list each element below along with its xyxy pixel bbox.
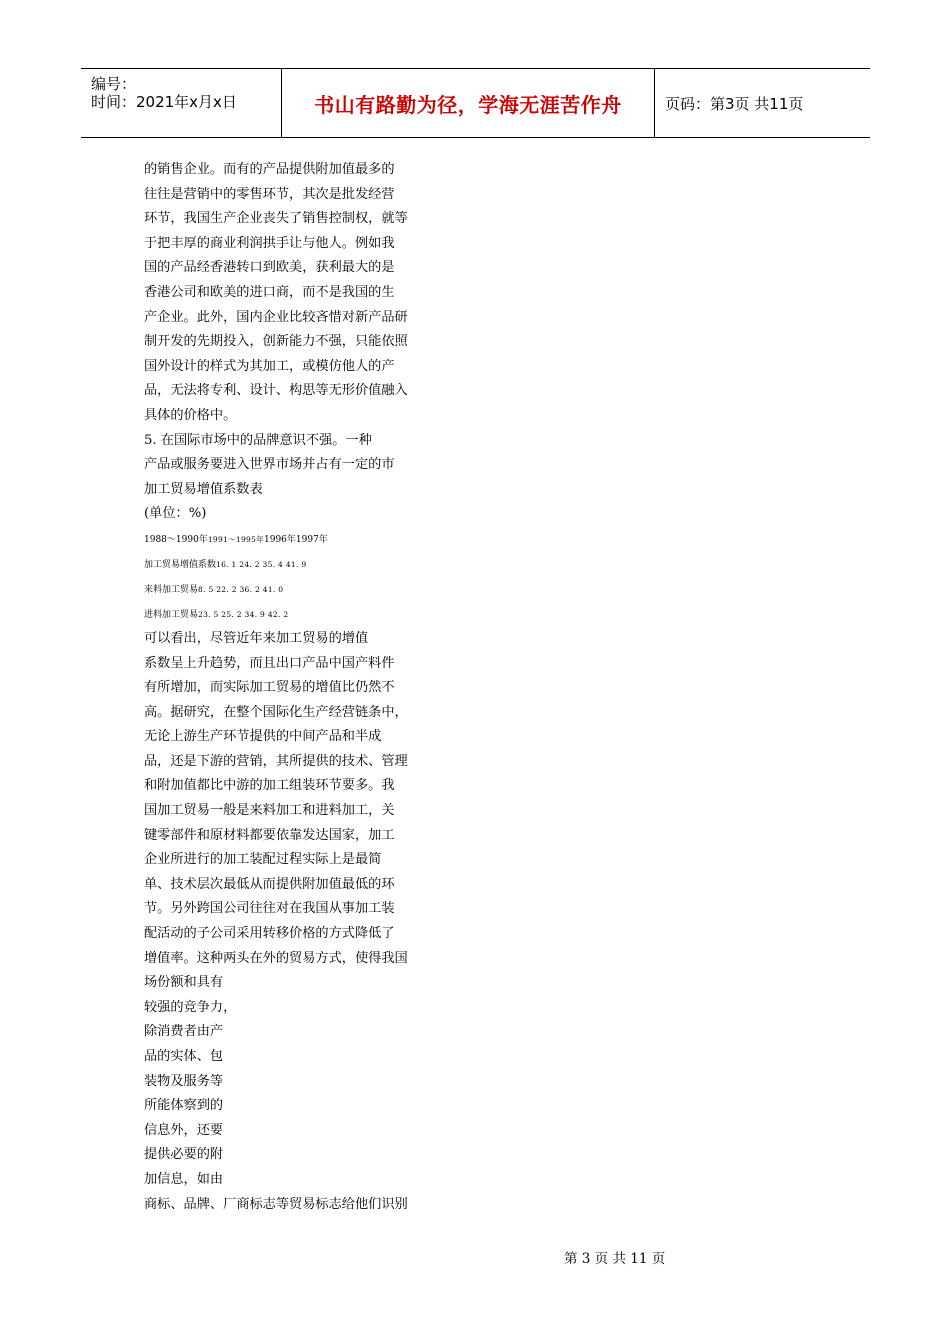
text-line: 具体的价格中。 [144,407,237,423]
time-label: 时间：2021年x月x日 [91,93,237,111]
table-row-values: 16. 1 24. 2 35. 4 41. 9 [216,559,307,569]
text-line: 于把丰厚的商业利润拱手让与他人。例如我 [144,235,395,251]
text-line: 较强的竞争力， [144,999,237,1015]
table-row-values: 8. 5 22. 2 36. 2 41. 0 [198,584,284,594]
number-label: 编号： [91,75,137,93]
section-heading: 5. 在国际市场中的品牌意识不强。一种 [144,432,372,448]
document-header [81,68,870,138]
text-line: 往往是营销中的零售环节，其次是批发经营 [144,186,395,202]
text-line: 提供必要的附 [144,1147,224,1163]
text-line: 场份额和具有 [144,975,224,991]
table-row [144,602,444,627]
header-motto-cell [282,69,655,137]
text-line: 和附加值都比中游的加工组装环节要多。我 [144,778,395,794]
text-line: 配活动的子公司采用转移价格的方式降低了 [144,926,395,942]
table-header-cell: 1991～1995年 [207,534,264,544]
header-meta-cell [81,69,282,137]
text-line: 装物及服务等 [144,1073,224,1089]
text-line: 加信息，如由 [144,1171,224,1187]
table-unit: (单位：%) [144,506,207,522]
motto-text: 书山有路勤为径，学海无涯苦作舟 [314,92,622,117]
text-line: 信息外，还要 [144,1122,224,1138]
table-row-label: 来料加工贸易 [144,584,199,595]
text-line: 环节，我国生产企业丧失了销售控制权，就等 [144,211,408,227]
text-line: 所能体察到的 [144,1098,224,1114]
text-line: 无论上游生产环节提供的中间产品和半成 [144,729,382,745]
text-line: 键零部件和原材料都要依靠发达国家，加工 [144,827,395,843]
table-row [144,552,444,577]
text-line: 可以看出，尽管近年来加工贸易的增值 [144,630,369,646]
text-line: 商标、品牌、厂商标志等贸易标志给他们识别 [144,1196,408,1212]
table-title: 加工贸易增值系数表 [144,481,263,497]
text-line: 高。据研究，在整个国际化生产经营链条中， [144,704,408,720]
text-line: 制开发的先期投入，创新能力不强，只能依照 [144,334,408,350]
text-line: 国加工贸易一般是来料加工和进料加工，关 [144,803,395,819]
table-row-label: 进料加工贸易 [144,609,199,620]
text-line: 节。另外跨国公司往往对在我国从事加工装 [144,901,395,917]
text-line: 品，还是下游的营销，其所提供的技术、管理 [144,753,408,769]
text-line: 国的产品经香港转口到欧美，获利最大的是 [144,260,395,276]
text-line: 除消费者由产 [144,1024,224,1040]
document-body [144,158,444,1217]
text-line: 有所增加，而实际加工贸易的增值比仍然不 [144,680,395,696]
text-line: 增值率。这种两头在外的贸易方式，使得我国 [144,950,408,966]
table-header-cell: 1996年1997年 [264,534,328,545]
table-row [144,577,444,602]
header-page-cell [655,69,870,137]
table-row-label: 加工贸易增值系数 [144,559,217,570]
text-line: 国外设计的样式为其加工，或模仿他人的产 [144,358,395,374]
text-line: 产品或服务要进入世界市场并占有一定的市 [144,457,395,473]
table-header-cell: 1988～1990年 [144,534,208,545]
text-line: 产企业。此外，国内企业比较吝惜对新产品研 [144,309,408,325]
text-line: 品，无法将专利、设计、构思等无形价值融入 [144,383,408,399]
text-line: 企业所进行的加工装配过程实际上是最简 [144,852,382,868]
text-line: 香港公司和欧美的进口商，而不是我国的生 [144,284,395,300]
page-footer: 第 3 页 共 11 页 [564,1251,666,1267]
text-line: 单、技术层次最低从而提供附加值最低的环 [144,876,395,892]
table-row-values: 23. 5 25. 2 34. 9 42. 2 [198,609,289,619]
table-header-row [144,527,444,552]
text-line: 的销售企业。而有的产品提供附加值最多的 [144,162,395,177]
text-line: 系数呈上升趋势，而且出口产品中国产料件 [144,655,395,671]
text-line: 品的实体、包 [144,1049,224,1064]
page-info: 页码：第3页 共11页 [665,94,804,113]
